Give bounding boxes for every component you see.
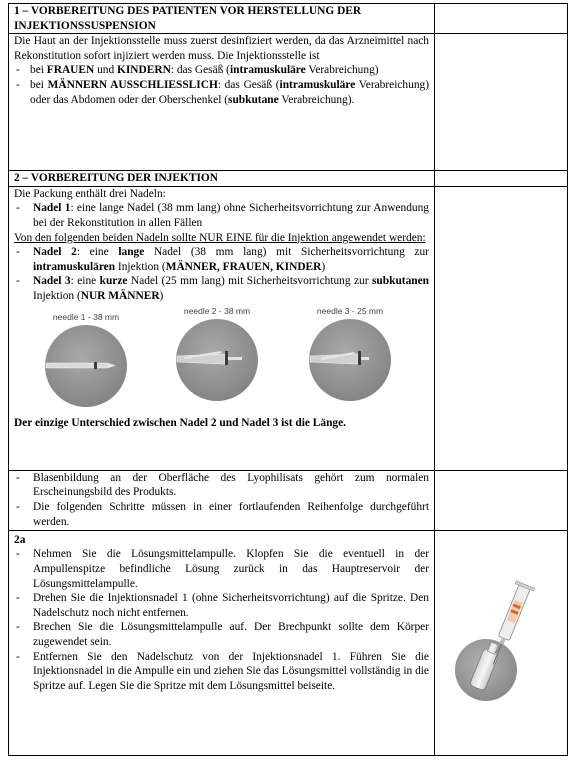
section2-intro: Die Packung enthält drei Nadeln: [14,187,166,200]
step2a-item-attach-needle: - Drehen Sie die Injektionsnadel 1 (ohne Sicherheitsvorrichtung) auf die Spritze. Den Nadelschutz noch nicht entfernen. [14,591,429,620]
section1-body [9,34,435,171]
section1-item-men: - bei MÄNNERN AUSSCHLIESSLICH: das Gesäß (intramuskuläre Verabreichung) oder das Abdomen oder der Oberschenkel (subkutane Verabreichung). [14,78,429,107]
step2a-item-break-ampoule: - Brechen Sie die Lösungsmittelampulle auf. Der Brechpunkt sollte dem Körper zugewendet sein. [14,620,429,649]
section2-header-side [435,171,568,187]
step2a-cell [9,530,435,755]
instruction-table [8,3,568,756]
note-lyophilisate: - Blasenbildung an der Oberfläche des Lyophilisats gehört zum normalen Erscheinungsbild des Produkts. [14,471,429,500]
step2a-label: 2a [14,533,26,546]
section1-item-women-children: - bei FRAUEN und KINDERN: das Gesäß (intramuskuläre Verabreichung) [14,63,429,78]
needle-1-image [44,324,128,408]
section2-body [9,186,435,470]
needle-2-figure [167,304,267,402]
section2-body-row [9,186,568,470]
needle-2-description: - Nadel 2: eine lange Nadel (38 mm lang) mit Sicherheitsvorrichtung zur intramuskulären Injektion (MÄNNER, FRAUEN, KINDER) [14,245,429,274]
needle-3-description: - Nadel 3: eine kurze Nadel (25 mm lang) mit Sicherheitsvorrichtung zur subkutanen Injektion (NUR MÄNNER) [14,274,429,303]
needle-difference-note: Der einzige Unterschied zwischen Nadel 2 und Nadel 3 ist die Länge. [14,416,347,429]
section1-body-side [435,34,568,171]
section2-body-side [435,186,568,470]
needle-3-caption: needle 3 - 25 mm [316,305,384,316]
needle-2-image [175,318,259,402]
needle-list-2 [14,245,429,303]
needle-list-1 [14,201,429,230]
section2-header: 2 – VORBEREITUNG DER INJEKTION [9,171,435,187]
step2a-row [9,530,568,755]
needle-3-figure [300,304,400,402]
step2a-list [14,547,429,693]
step2a-item-draw-solvent: - Entfernen Sie den Nadelschutz von der Injektionsnadel 1. Führen Sie die Injektionsnadel in die Ampulle ein und ziehen Sie das Lösungsmittel vollständig in die Spritze auf. Legen Sie die Spritze mit dem Lösungsmittel beiseite. [14,650,429,694]
step2a-side [435,530,568,755]
notes-side [435,470,568,530]
section1-list [14,63,429,107]
section1-body-row [9,34,568,171]
section1-header-side [435,4,568,34]
notes-row [9,470,568,530]
needle-3-image [308,318,392,402]
notes-cell [9,470,435,530]
syringe-ampoule-image [440,578,571,708]
needle-1-figure [36,310,136,408]
note-sequence: - Die folgenden Schritte müssen in einer fortlaufenden Reihenfolge durchgeführt werden. [14,500,429,529]
section1-header-row [9,4,568,34]
needle-2-caption: needle 2 - 38 mm [183,305,251,316]
notes-list [14,471,429,529]
step2a-item-ampoule: - Nehmen Sie die Lösungsmittelampulle. Klopfen Sie die eventuell in der Ampullenspitze befindliche Lösung zurück in das Hauptreservoir der Lösungsmittelampulle. [14,547,429,591]
choose-one-note: Von den folgenden beiden Nadeln sollte NUR EINE für die Injektion angewendet werden: [14,231,426,244]
needle-1-description: - Nadel 1: eine lange Nadel (38 mm lang) ohne Sicherheitsvorrichtung zur Anwendung bei der Rekonstitution in allen Fällen [14,201,429,230]
needle-1-caption: needle 1 - 38 mm [52,311,120,322]
needle-illustrations [14,304,429,412]
section1-intro: Die Haut an der Injektionsstelle muss zuerst desinfiziert werden, da das Arzneimittel nach Rekonstitution sofort injiziert werden muss. Die Injektionsstelle ist [14,35,429,62]
section2-header-row [9,171,568,187]
section1-header: 1 – VORBEREITUNG DES PATIENTEN VOR HERSTELLUNG DER INJEKTIONSSUSPENSION [9,4,435,34]
